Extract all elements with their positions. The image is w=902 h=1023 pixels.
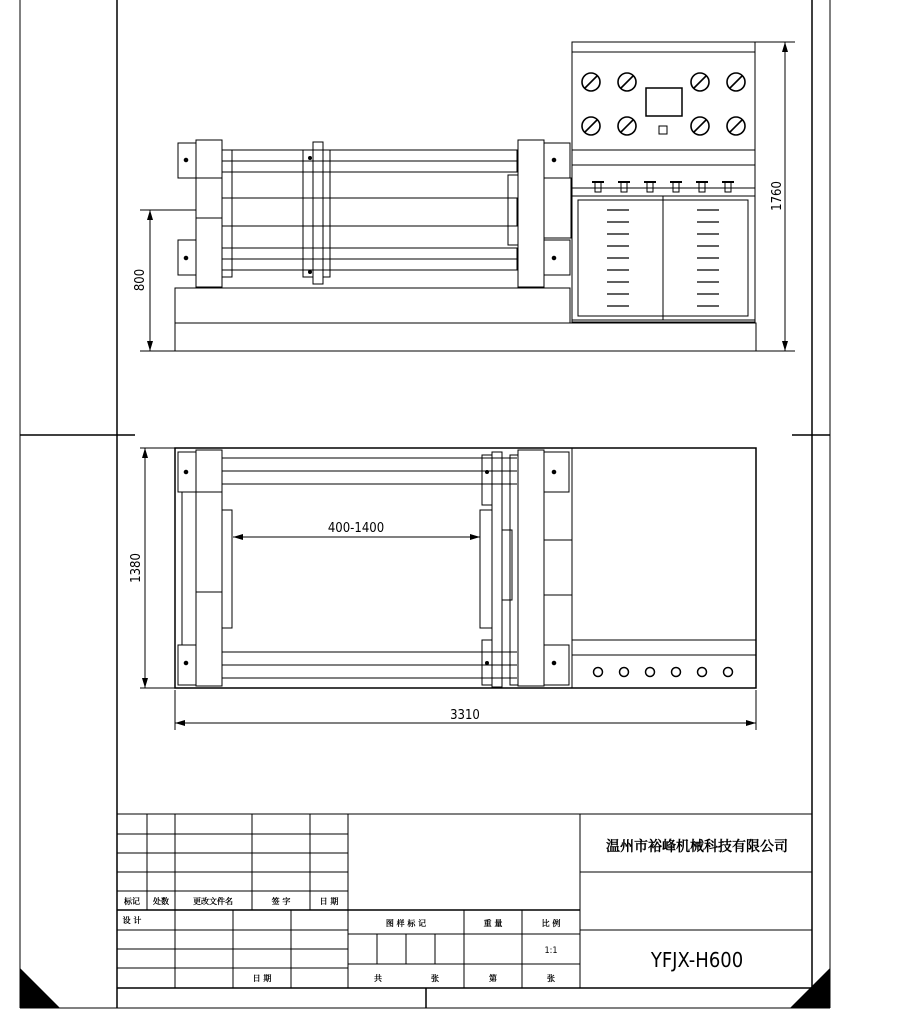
label-weight: 重 量 — [483, 918, 503, 928]
label-pattern-mark: 图 样 标 记 — [385, 918, 427, 928]
label-mark: 标记 — [124, 896, 140, 906]
dim-text-1380: 1380 — [129, 553, 144, 583]
label-date-2: 日 期 — [252, 973, 272, 983]
side-view — [140, 42, 795, 351]
label-date: 日 期 — [319, 896, 339, 906]
power-switch — [659, 126, 667, 134]
display-screen — [646, 88, 682, 116]
dim-text-800: 800 — [133, 268, 148, 292]
scale-value: 1:1 — [544, 946, 558, 956]
label-total: 共 — [374, 973, 382, 983]
label-sheet: 张 — [431, 973, 439, 983]
control-buttons — [594, 668, 733, 677]
label-scale: 比 例 — [541, 918, 561, 928]
dim-text-400-1400: 400-1400 — [327, 521, 385, 536]
company-name: 温州市裕峰机械科技有限公司 — [606, 839, 788, 855]
label-design: 设 计 — [122, 915, 142, 925]
dimension-1380 — [140, 448, 175, 688]
label-count: 处数 — [153, 896, 169, 906]
top-view — [140, 448, 756, 730]
model-number: YFJX-H600 — [650, 948, 744, 972]
label-number: 第 — [489, 973, 497, 983]
dim-text-3310: 3310 — [450, 708, 480, 723]
label-change-doc: 更改文件名 — [193, 896, 233, 906]
corner-mark-left — [20, 968, 60, 1008]
drawing-frame — [20, 0, 830, 1008]
label-signature: 签 字 — [271, 896, 291, 906]
label-sheet-2: 张 — [547, 973, 555, 983]
dim-text-1760: 1760 — [770, 181, 785, 211]
dimension-800 — [140, 210, 196, 351]
valve-handles — [592, 182, 734, 192]
